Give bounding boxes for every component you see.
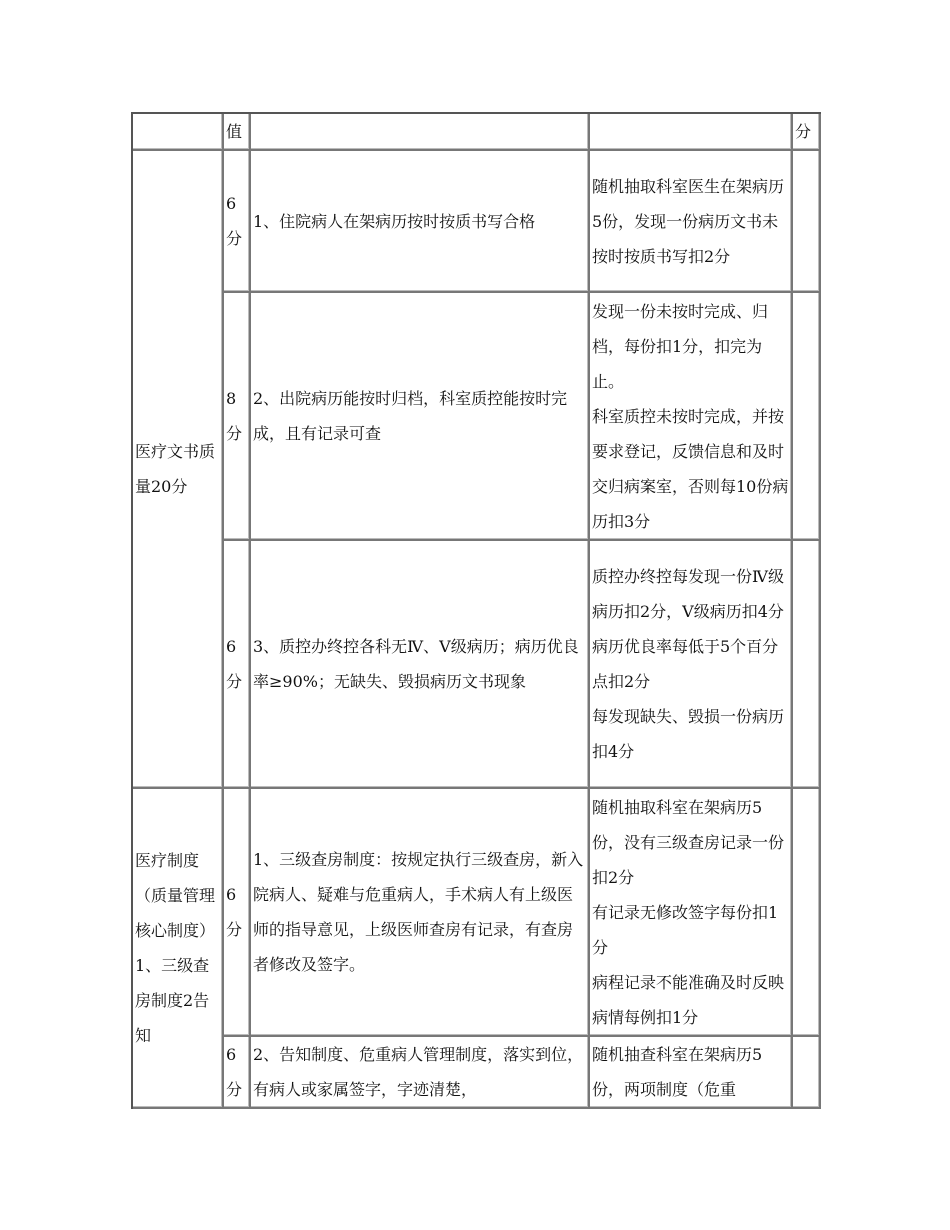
score-cell: 6分: [224, 789, 251, 1037]
table-row: [133, 789, 821, 1037]
table-row: [133, 541, 821, 789]
score-cell: 8分: [224, 293, 251, 541]
table-row: [133, 1037, 821, 1109]
criteria-paragraph: 每发现缺失、毁损一份病历扣4分: [592, 707, 785, 761]
header-row: [133, 114, 821, 151]
header-score: 值: [224, 114, 251, 151]
criteria-paragraph: 病历优良率每低于5个百分点扣2分: [592, 637, 779, 691]
evaluation-table: [131, 112, 821, 1109]
deduction-cell: [793, 789, 821, 1037]
header-category: [133, 114, 224, 151]
table-row: [133, 293, 821, 541]
deduction-cell: [793, 1037, 821, 1109]
score-cell: 6分: [224, 1037, 251, 1109]
deduction-cell: [793, 293, 821, 541]
criteria-paragraph: 病程记录不能准确及时反映病情每例扣1分: [592, 972, 785, 1027]
header-deduction: 分: [793, 114, 821, 151]
criteria-paragraph: 发现一份未按时完成、归档，每份扣1分，扣完为止。: [592, 301, 769, 391]
criteria-paragraph: 随机抽取科室医生在架病历5份，发现一份病历文书未按时按质书写扣2分: [592, 176, 785, 266]
score-cell: 6分: [224, 151, 251, 293]
criteria-cell: [590, 541, 793, 789]
criteria-cell: [590, 789, 793, 1037]
criteria-paragraph: 有记录无修改签字每份扣1分: [592, 902, 779, 957]
category-cell: 医疗制度（质量管理核心制度）1、三级查房制度2告知: [133, 789, 224, 1109]
criteria-cell: [590, 151, 793, 293]
criteria-cell: [590, 293, 793, 541]
header-criteria: [590, 114, 793, 151]
deduction-cell: [793, 151, 821, 293]
criteria-paragraph: 随机抽取科室在架病历5份，没有三级查房记录一份扣2分: [592, 797, 785, 887]
criteria-paragraph: 质控办终控每发现一份Ⅳ级病历扣2分，Ⅴ级病历扣4分: [592, 567, 784, 621]
content-cell: 2、出院病历能按时归档，科室质控能按时完成，且有记录可查: [251, 293, 590, 541]
header-content: [251, 114, 590, 151]
content-cell: 3、质控办终控各科无Ⅳ、Ⅴ级病历；病历优良率≥90%；无缺失、毁损病历文书现象: [251, 541, 590, 789]
table-row: [133, 151, 821, 293]
content-cell: 1、三级查房制度：按规定执行三级查房，新入院病人、疑难与危重病人，手术病人有上级医师的指导意见，上级医师查房有记录，有查房者修改及签字。: [251, 789, 590, 1037]
criteria-cell: [590, 1037, 793, 1109]
category-cell: 医疗文书质量20分: [133, 151, 224, 789]
score-cell: 6分: [224, 541, 251, 789]
content-cell: 2、告知制度、危重病人管理制度，落实到位，有病人或家属签字，字迹清楚，: [251, 1037, 590, 1109]
criteria-paragraph: 随机抽查科室在架病历5份，两项制度（危重: [592, 1045, 763, 1099]
deduction-cell: [793, 541, 821, 789]
criteria-paragraph: 科室质控未按时完成，并按要求登记，反馈信息和及时交归病案室，否则每10份病历扣3分: [592, 406, 789, 531]
content-cell: 1、住院病人在架病历按时按质书写合格: [251, 151, 590, 293]
